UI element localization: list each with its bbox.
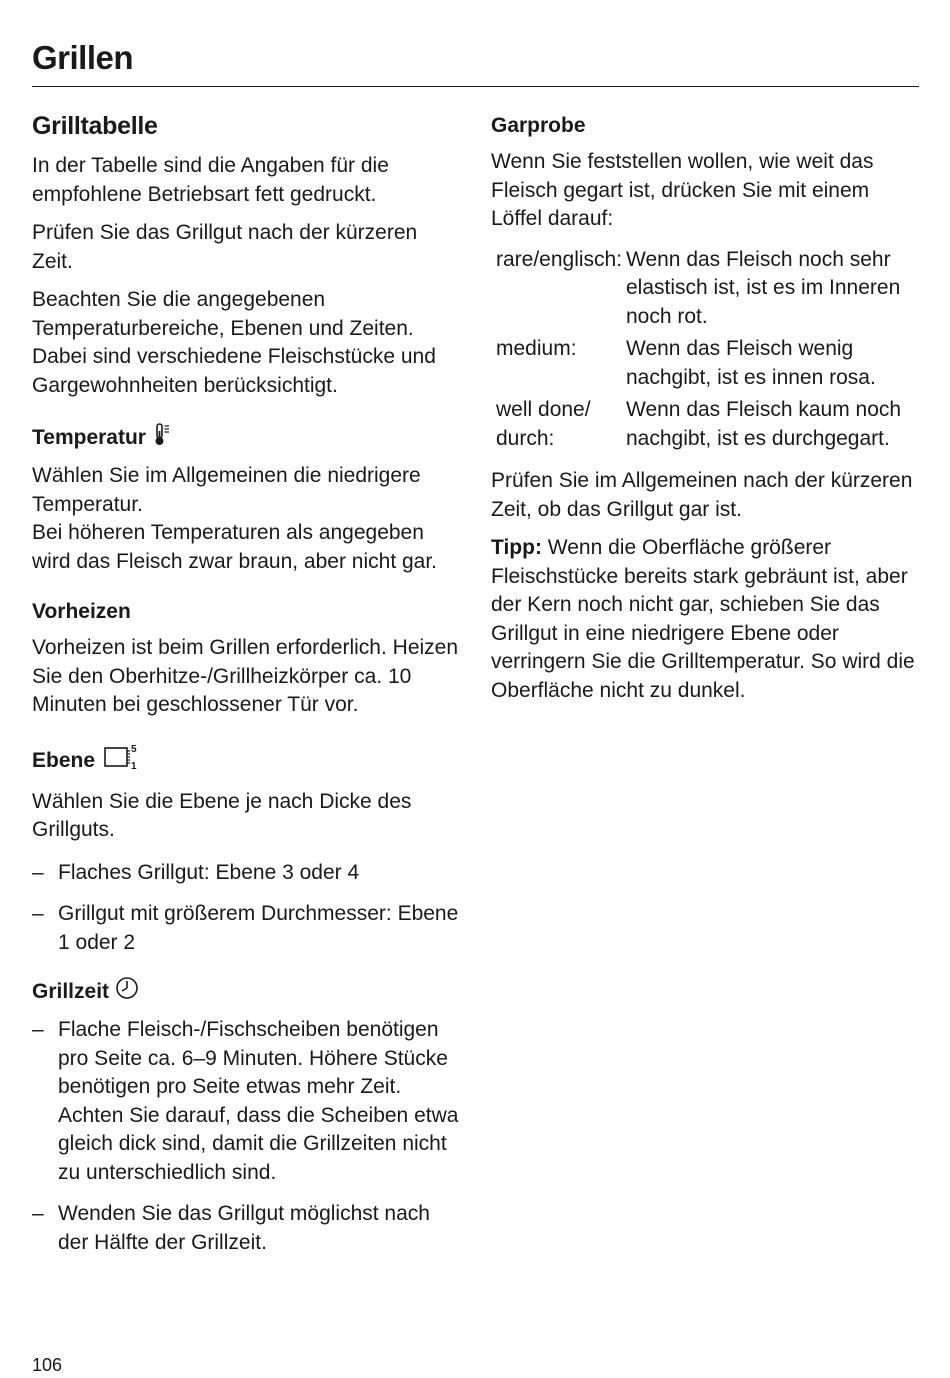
page-title: Grillen [32,39,134,76]
garprobe-text: Wenn Sie feststellen wollen, wie weit das Fleisch gegart ist, drücken Sie mit einem Löffel darauf: [491,150,874,230]
pruefen-text: Prüfen Sie im Allgemeinen nach der kürzeren Zeit, ob das Grillgut gar ist. [491,469,913,521]
shelf-level-icon-top: 5 [131,743,137,755]
grillzeit-list [32,1016,462,1257]
subheading-grillzeit [32,976,462,1008]
doneness-desc: Wenn das Fleisch noch sehr elastisch ist, ist es im Inneren noch rot. [626,247,901,328]
list-item: – Wenden Sie das Grillgut möglichst nach der Hälfte der Grillzeit. [32,1200,462,1257]
subheading-garprobe-label: Garprobe [491,114,586,137]
right-column [491,112,919,715]
page-number: 106 [32,1355,63,1375]
ebene-text: Wählen Sie die Ebene je nach Dicke des Grillguts. [32,789,412,841]
doneness-table [496,246,919,454]
doneness-desc: Wenn das Fleisch wenig nachgibt, ist es innen rosa. [626,337,876,389]
subheading-ebene [32,742,462,780]
subheading-temperatur [32,422,462,454]
temperatur-text-1: Wählen Sie im Allgemeinen die niedrigere Temperatur. [32,464,421,516]
subheading-grillzeit-label: Grillzeit [32,980,110,1003]
tipp-text: Wenn die Oberfläche größerer Fleischstücke bereits stark gebräunt ist, aber der Kern noch nicht gar, schieben Sie das Grillgut in eine niedrigere Ebene oder verringern Sie die Grilltemperatur. So wird die Oberfläche nicht zu dunkel. [491,536,915,702]
intro-paragraph-3: Beachten Sie die angegebenen Temperaturbereiche, Ebenen und Zeiten. Dabei sind verschiedene Fleischstücke und Gargewohnheiten berücksichtigt. [32,288,436,397]
subheading-garprobe [491,112,919,140]
subheading-temperatur-label: Temperatur [32,426,146,449]
shelf-level-icon-bottom: 1 [131,760,137,772]
tipp-paragraph [491,534,919,705]
intro-paragraph-1: In der Tabelle sind die Angaben für die empfohlene Betriebsart fett gedruckt. [32,154,389,206]
doneness-desc: Wenn das Fleisch kaum noch nachgibt, ist es durchgegart. [626,398,902,450]
list-item: – Grillgut mit größerem Durchmesser: Ebene 1 oder 2 [32,900,462,957]
intro-paragraph-2: Prüfen Sie das Grillgut nach der kürzeren Zeit. [32,221,418,273]
list-item: – Flache Fleisch-/Fischscheiben benötigen pro Seite ca. 6–9 Minuten. Höhere Stücke benötigen pro Seite etwas mehr Zeit. Achten Sie darauf, dass die Scheiben etwa gleich dick sind, damit die Grillzeiten nicht zu unterschiedlich sind. [32,1016,462,1187]
vorheizen-text: Vorheizen ist beim Grillen erforderlich. Heizen Sie den Oberhitze-/Grillheizkörper ca. 10 Minuten bei geschlossener Tür vor. [32,636,459,716]
clock-icon [115,976,139,1008]
list-item: – Flaches Grillgut: Ebene 3 oder 4 [32,859,462,888]
subheading-vorheizen [32,598,462,626]
subheading-vorheizen-label: Vorheizen [32,600,131,623]
shelf-level-icon [103,742,139,780]
tipp-label: Tipp: [491,536,542,559]
section-heading-grilltabelle: Grilltabelle [32,112,158,140]
doneness-term: rare/englisch: [496,247,623,271]
ebene-list [32,859,462,958]
doneness-term: medium: [496,337,577,360]
left-column [32,110,462,1270]
thermometer-icon [154,422,170,454]
doneness-term: well done/ durch: [496,398,591,450]
temperatur-text-2: Bei höheren Temperaturen als angegeben wird das Fleisch zwar braun, aber nicht gar. [32,521,438,573]
subheading-ebene-label: Ebene [32,748,96,772]
page-header [32,36,919,87]
